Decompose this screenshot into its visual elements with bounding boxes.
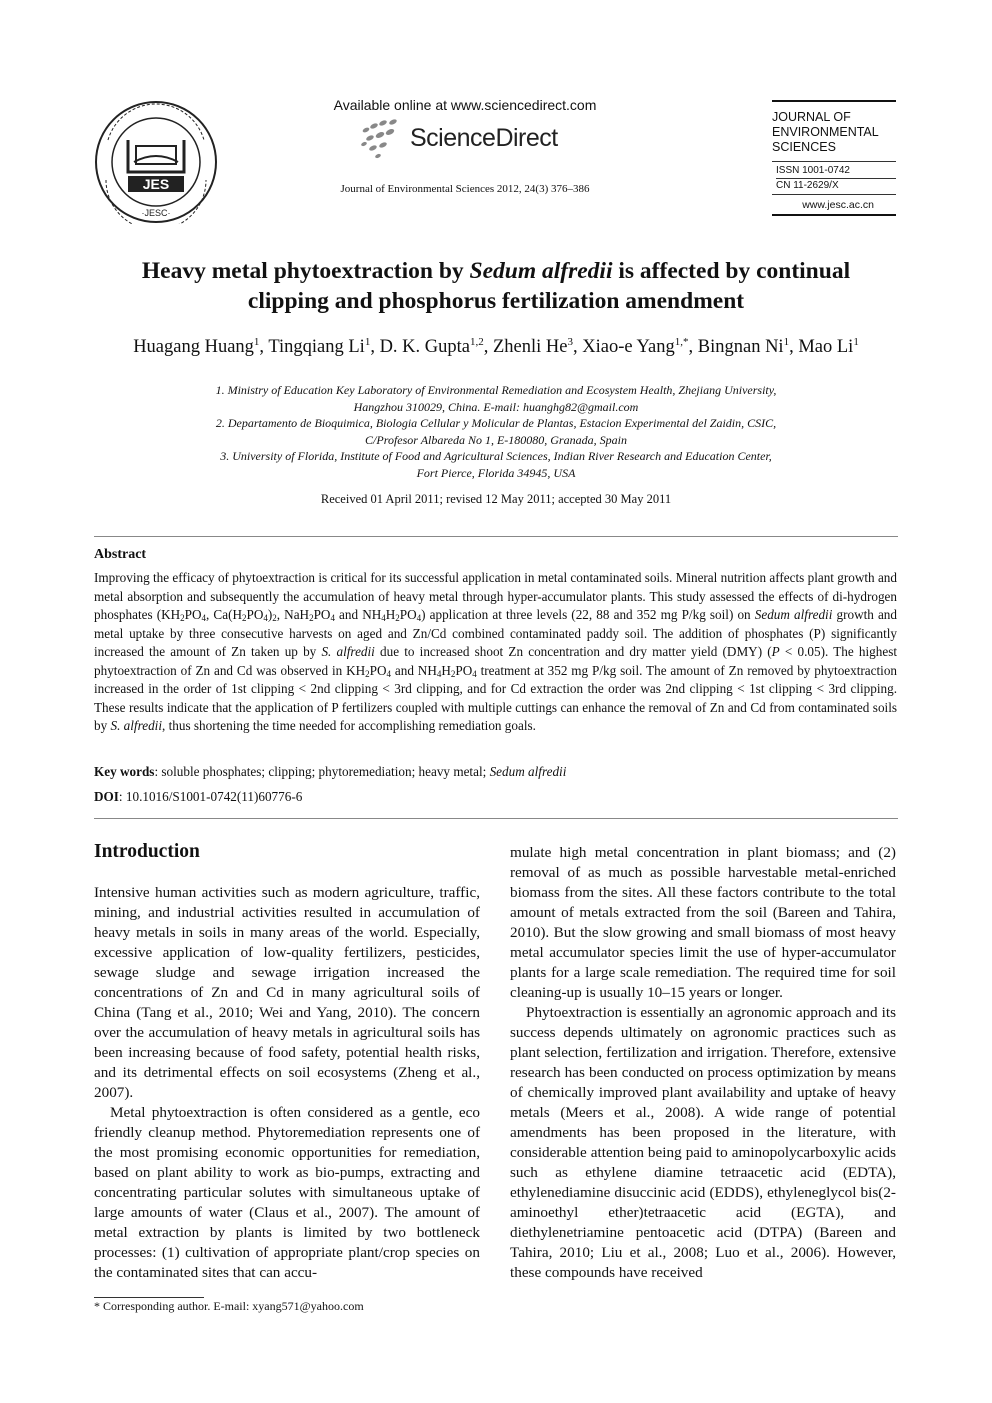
- affiliation-line: 2. Departamento de Bioquimica, Biologia Cellular y Molicular de Plantas, Estacion Experimental del Zaidin, CSIC,: [215, 416, 777, 430]
- journal-citation: Journal of Environmental Sciences 2012, 24(3) 376–386: [340, 183, 590, 195]
- section-heading-introduction: Introduction: [94, 841, 200, 862]
- body-paragraph: Metal phytoextraction is often considered as a gentle, eco friendly cleanup method. Phytoremediation represents one of the most promising economic opportunities for remediation, based on plant ability to work as bio-pumps, extracting and concentrating particular solutes with simultaneous uptake of large amounts of water (Claus et al., 2007). The amount of metal extraction by plants is limited by two bottleneck processes: (1) cultivation of appropriate plant/crop species on the contaminated sites that can accu-: [94, 1104, 480, 1281]
- sciencedirect-wordmark: ScienceDirect: [410, 124, 558, 152]
- body-paragraph: mulate high metal concentration in plant biomass; and (2) removal of as much as possible harvestable metal-enriched biomass from the sites. All these factors contribute to the total amount of metals extracted from the soil (Bareen and Tahira, 2010). But the slow growing and small biomass of most heavy metal accumulator species limit the use of hyper-accumulator plants for a large scale remediation. The required time for soil cleaning-up is usually 10–15 years or longer.: [510, 844, 896, 1001]
- journal-logo: [94, 100, 218, 224]
- author-affiliation-mark: 1: [783, 336, 790, 348]
- author-name: Zhenli He: [493, 337, 568, 357]
- affiliations: [96, 382, 896, 481]
- cn-code: CN 11-2629/X: [776, 178, 896, 193]
- journal-name-line: JOURNAL OF: [772, 110, 851, 124]
- svg-text:·JESC·: ·JESC·: [141, 208, 171, 218]
- author-affiliation-mark: 1,*: [674, 336, 689, 348]
- affiliation-line: 3. University of Florida, Institute of Food and Agricultural Sciences, Indian River Research and Education Center,: [220, 449, 772, 463]
- author-list: Huagang Huang$^1$, Tingqiang Li$^1$, D. K. Gupta$^{1,2}$, Zhenli He$^3$, Xiao-e Yang$^{1,*}$, Bingnan Ni$^1$, Mao Li$^1$: [133, 336, 859, 357]
- journal-name-line: SCIENCES: [772, 140, 836, 154]
- available-online-text: Available online at www.sciencedirect.com: [333, 97, 597, 113]
- journal-name-line: ENVIRONMENTAL: [772, 125, 879, 139]
- body-column-left: [94, 883, 480, 1283]
- svg-text:JES: JES: [142, 176, 170, 192]
- article-title: Heavy metal phytoextraction by Sedum alfredii is affected by continual clipping and phosphorus fertilization amendment: [141, 258, 851, 314]
- received-dates: Received 01 April 2011; revised 12 May 2011; accepted 30 May 2011: [320, 492, 672, 506]
- body-paragraph: Intensive human activities such as modern agriculture, traffic, mining, and industrial activities resulted in accumulation of heavy metals in soils in many areas of the world. Especially, excessive application of low-quality fertilizers, pesticides, sewage sludge and sewage irrigation increased the concentrations of Zn and Cd in many agricultural soils of China (Tang et al., 2010; Wei and Yang, 2010). The concern over the accumulation of heavy metals in agricultural soils has been increasing because of food safety, potential health risks, and its detrimental effects on soil ecosystems (Zheng et al., 2007).: [94, 884, 480, 1101]
- author-name: Mao Li: [798, 337, 854, 357]
- journal-website: www.jesc.ac.cn: [802, 199, 874, 211]
- author-affiliation-mark: 3: [567, 336, 573, 348]
- issn-code: ISSN 1001-0742: [776, 165, 850, 176]
- footnote-corresponding-author: * Corresponding author. E-mail: xyang571@yahoo.com: [94, 1299, 364, 1313]
- keywords: Key words: soluble phosphates; clipping; phytoremediation; heavy metal; Sedum alfredii: [94, 764, 567, 779]
- body-paragraph: Phytoextraction is essentially an agronomic approach and its success depends ultimately on agronomic practices such as plant selection, fertilization and irrigation. Therefore, extensive research has been conducted on process optimization by means of chemically improved plant availability and uptake of heavy metals (Meers et al., 2008). A wide range of potential amendments has been proposed in the literature, with considerable attention being paid to aminopolycarboxylic acids such as ethylene diamine tetraacetic acid (EDTA), ethylenediamine disuccinic acid (EDDS), ethyleneglycol bis(2-aminoethyl ether)tetraacetic acid (EGTA), and diethylenetriamine pentoacetic acid (DTPA) (Bareen and Tahira, 2010; Liu et al., 2008; Luo et al., 2006). However, these compounds have received: [510, 1004, 896, 1281]
- divider: [94, 536, 898, 537]
- affiliation-line: Hangzhou 310029, China. E-mail: huanghg82@gmail.com: [353, 399, 639, 414]
- abstract-text: Improving the efficacy of phytoextraction is critical for its successful application in metal contaminated soils. Mineral nutrition affects plant growth and metal absorption and subsequently the accumulation of heavy metal through hyper-accumulator plants. This study assessed the effects of di-hydrogen phosphates ($KH_2PO_4$, $Ca(H_2PO_4)_2$, $NaH_2PO_4$ and $NH_4H_2PO_4$) application at three levels (22, 88 and 352 mg P/kg soil) on Sedum alfredii growth and metal uptake by three consecutive harvests on aged and Zn/Cd combined contaminated paddy soil. The addition of phosphates (P) significantly increased the amount of Zn taken up by S. alfredii due to increased shoot Zn concentration and dry matter yield (DMY) (P < 0.05). The highest phytoextraction of Zn and Cd was observed in $KH_2PO_4$ and $NH_4H_2PO_4$ treatment at 352 mg P/kg soil. The amount of Zn removed by phytoextraction increased in the order of 1st clipping < 2nd clipping < 3rd clipping, and for Cd extraction the order was 2nd clipping < 1st clipping < 3rd clipping. These results indicate that the application of P fertilizers coupled with multiple cuttings can enhance the removal of Zn and Cd from contaminated soils by S. alfredii, thus shortening the time needed for accomplishing remediation goals.: [94, 570, 898, 733]
- author-name: D. K. Gupta: [379, 337, 470, 357]
- author-affiliation-mark: 1: [853, 336, 859, 348]
- author-affiliation-mark: 1: [364, 336, 371, 348]
- footnote-divider: [94, 1297, 204, 1298]
- author-name: Xiao-e Yang: [582, 337, 675, 357]
- divider: [94, 818, 898, 819]
- author-name: Bingnan Ni: [697, 337, 784, 357]
- author-name: Huagang Huang: [133, 337, 254, 357]
- abstract-heading: Abstract: [94, 547, 147, 562]
- affiliation-line: C/Profesor Albareda No 1, E-180080, Granada, Spain: [365, 432, 627, 447]
- doi: DOI: 10.1016/S1001-0742(11)60776-6: [94, 789, 303, 804]
- body-column-right: [510, 843, 896, 1283]
- author-affiliation-mark: 1: [253, 336, 260, 348]
- author-name: Tingqiang Li: [268, 337, 365, 357]
- affiliation-line: Fort Pierce, Florida 34945, USA: [416, 465, 576, 480]
- journal-info-box: [772, 100, 896, 216]
- author-affiliation-mark: 1,2: [470, 336, 484, 348]
- affiliation-line: 1. Ministry of Education Key Laboratory of Environmental Remediation and Ecosystem Health, Zhejiang University,: [215, 383, 777, 397]
